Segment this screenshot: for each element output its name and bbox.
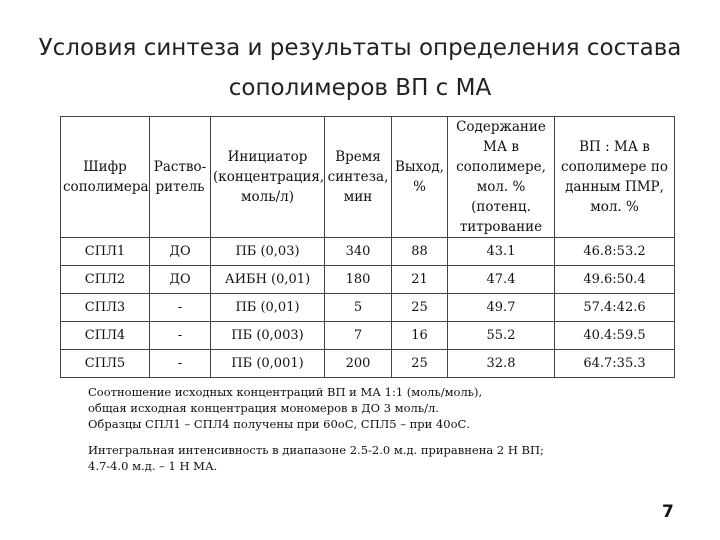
cell-code: СПЛ2 xyxy=(61,266,150,294)
cell-ma-content: 32.8 xyxy=(448,350,555,378)
cell-time: 5 xyxy=(325,294,392,322)
cell-time: 180 xyxy=(325,266,392,294)
cell-time: 200 xyxy=(325,350,392,378)
header-cell-code: Шифр сополимера xyxy=(61,117,150,238)
cell-vp-ma-ratio: 46.8:53.2 xyxy=(555,238,675,266)
cell-ma-content: 47.4 xyxy=(448,266,555,294)
cell-time: 340 xyxy=(325,238,392,266)
table-row xyxy=(61,266,675,294)
cell-initiator: ПБ (0,01) xyxy=(211,294,325,322)
cell-vp-ma-ratio: 57.4:42.6 xyxy=(555,294,675,322)
footnote-line: Образцы СПЛ1 – СПЛ4 получены при 60оС, СПЛ5 – при 40оС. xyxy=(88,417,470,431)
header-cell-initiator: Инициатор (концентрация, моль/л) xyxy=(211,117,325,238)
cell-vp-ma-ratio: 49.6:50.4 xyxy=(555,266,675,294)
header-cell-ma-content: Содержание МА в сополимере, мол. % (потенц. титрование xyxy=(448,117,555,238)
footnote-line: Интегральная интенсивность в диапазоне 2.5-2.0 м.д. приравнена 2 Н ВП; xyxy=(88,443,544,457)
cell-solvent: ДО xyxy=(150,266,211,294)
header-cell-solvent: Раство-ритель xyxy=(150,117,211,238)
header-cell-vp-ma-ratio: ВП : МА в сополимере по данным ПМР, мол. % xyxy=(555,117,675,238)
cell-time: 7 xyxy=(325,322,392,350)
cell-yield: 88 xyxy=(392,238,448,266)
cell-code: СПЛ5 xyxy=(61,350,150,378)
table-row xyxy=(61,238,675,266)
cell-vp-ma-ratio: 40.4:59.5 xyxy=(555,322,675,350)
cell-ma-content: 55.2 xyxy=(448,322,555,350)
cell-yield: 25 xyxy=(392,350,448,378)
synthesis-conditions-table xyxy=(60,116,675,378)
footnote-line: общая исходная концентрация мономеров в ДО 3 моль/л. xyxy=(88,401,439,415)
slide-title xyxy=(30,28,690,108)
page-number: 7 xyxy=(662,502,674,522)
table-header-row xyxy=(61,117,675,238)
footnote-spacer xyxy=(88,432,648,442)
table-row xyxy=(61,350,675,378)
slide-title-line-2: сополимеров ВП с МА xyxy=(228,75,492,101)
cell-initiator: ПБ (0,001) xyxy=(211,350,325,378)
cell-solvent: ДО xyxy=(150,238,211,266)
header-cell-time: Время синтеза, мин xyxy=(325,117,392,238)
cell-vp-ma-ratio: 64.7:35.3 xyxy=(555,350,675,378)
cell-yield: 16 xyxy=(392,322,448,350)
cell-ma-content: 43.1 xyxy=(448,238,555,266)
header-cell-yield: Выход, % xyxy=(392,117,448,238)
table-row xyxy=(61,294,675,322)
table-row xyxy=(61,322,675,350)
cell-initiator: ПБ (0,03) xyxy=(211,238,325,266)
table-footnotes xyxy=(88,384,648,474)
cell-code: СПЛ4 xyxy=(61,322,150,350)
cell-yield: 25 xyxy=(392,294,448,322)
footnote-line: Соотношение исходных концентраций ВП и МА 1:1 (моль/моль), xyxy=(88,385,483,399)
cell-solvent: - xyxy=(150,350,211,378)
cell-ma-content: 49.7 xyxy=(448,294,555,322)
cell-solvent: - xyxy=(150,294,211,322)
cell-code: СПЛ1 xyxy=(61,238,150,266)
cell-yield: 21 xyxy=(392,266,448,294)
cell-solvent: - xyxy=(150,322,211,350)
cell-initiator: ПБ (0,003) xyxy=(211,322,325,350)
cell-initiator: АИБН (0,01) xyxy=(211,266,325,294)
slide-title-line-1: Условия синтеза и результаты определения состава xyxy=(38,35,682,61)
footnote-line: 4.7-4.0 м.д. – 1 Н МА. xyxy=(88,459,218,473)
cell-code: СПЛ3 xyxy=(61,294,150,322)
